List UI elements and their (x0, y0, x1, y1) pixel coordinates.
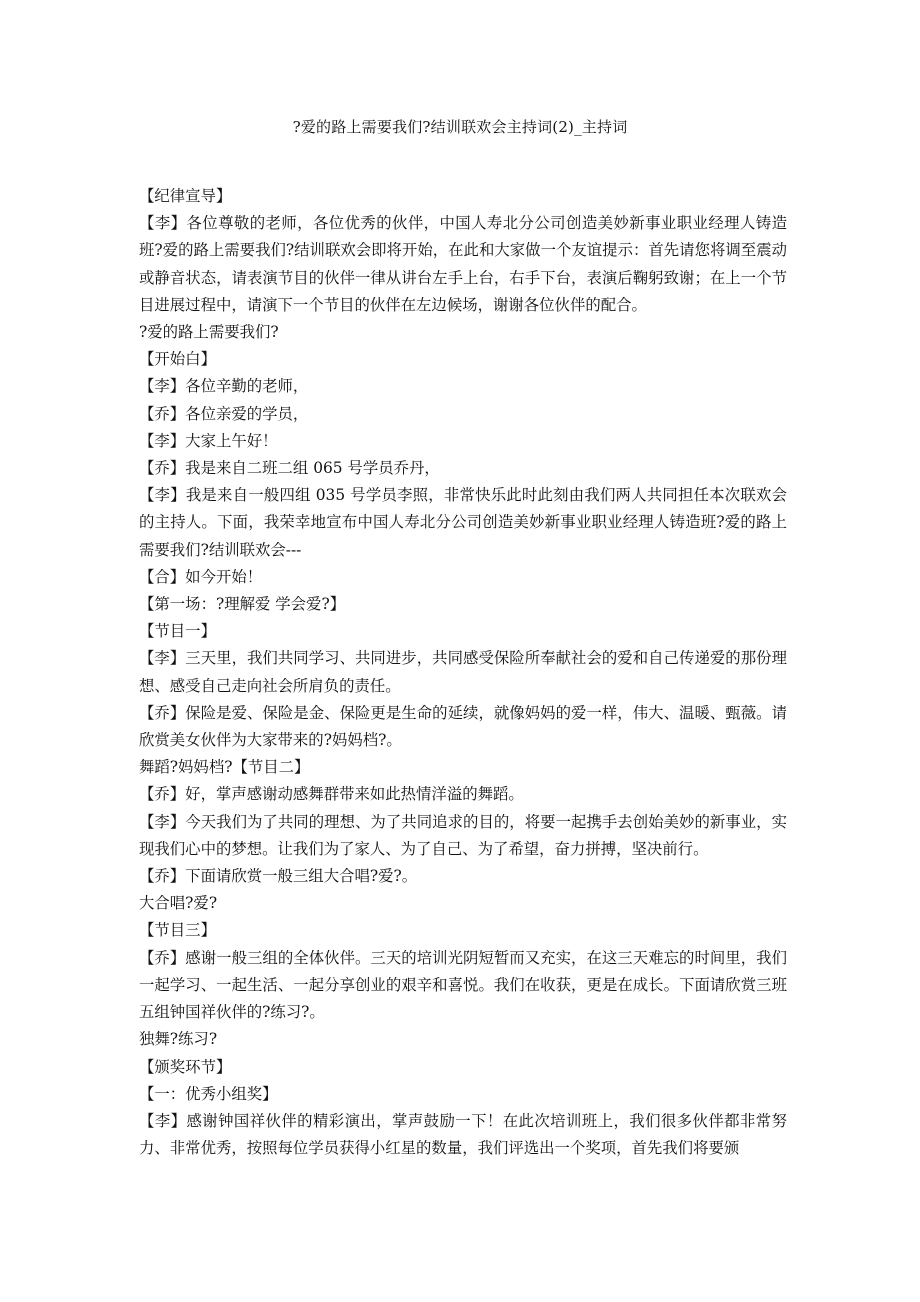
line-li-greeting: 【李】大家上午好！ (139, 431, 278, 450)
paragraph-li-ideals: 【李】今天我们为了共同的理想、为了共同追求的目的，将要一起携手去创始美妙的新事业，实现我们心中的梦想。让我们为了家人、为了自己、为了希望，奋力拼搏，坚决前行。 (139, 812, 787, 858)
paragraph-li-intro: 【李】我是来自一般四组 035 号学员李照，非常快乐此时此刻由我们两人共同担任本次联欢会的主持人。下面，我荣幸地宣布中国人寿北分公司创造美妙新事业职业经理人铸造班?爱的路上需要我们?结训联欢会--- (139, 486, 787, 559)
paragraph-li-three-days: 【李】三天里，我们共同学习、共同进步，共同感受保险所奉献社会的爱和自己传递爱的那份理想、感受自己走向社会所肩负的责任。 (139, 649, 787, 695)
paragraph-theme: ?爱的路上需要我们? (139, 323, 279, 342)
heading-discipline: 【纪律宣导】 (139, 187, 232, 205)
line-solo-dance: 独舞?练习? (139, 1030, 218, 1049)
line-dance-program-two: 舞蹈?妈妈档?【节目二】 (139, 758, 310, 777)
line-qiao-students: 【乔】各位亲爱的学员， (139, 404, 309, 423)
paragraph-li-opening-notice: 【李】各位尊敬的老师，各位优秀的伙伴，中国人寿北分公司创造美妙新事业职业经理人铸造班?爱的路上需要我们?结训联欢会即将开始，在此和大家做一个友谊提示：首先请您将调至震动或静音状态，请表演节目的伙伴一律从讲台左手上台，右手下台，表演后鞠躬致谢；在上一个节目进展过程中，请演下一个节目的伙伴在左边候场，谢谢各位伙伴的配合。 (139, 214, 787, 314)
heading-program-three: 【节目三】 (139, 921, 216, 940)
line-chorus-love: 大合唱?爱? (139, 894, 218, 913)
document-body (139, 183, 787, 1162)
paragraph-li-award-intro: 【李】感谢钟国祥伙伴的精彩演出，掌声鼓励一下！在此次培训班上，我们很多伙伴都非常努力、非常优秀，按照每位学员获得小红星的数量，我们评选出一个奖项，首先我们将要颁 (139, 1111, 787, 1158)
line-qiao-thanks-dance: 【乔】好，掌声感谢动感舞群带来如此热情洋溢的舞蹈。 (139, 785, 524, 804)
heading-awards: 【颁奖环节】 (139, 1057, 232, 1076)
heading-scene-one: 【第一场：?理解爱 学会爱?】 (139, 595, 346, 614)
document-title: ?爱的路上需要我们?结训联欢会主持词(2)_主持词 (292, 118, 628, 136)
heading-best-group-award: 【一：优秀小组奖】 (139, 1084, 278, 1103)
paragraph-qiao-insurance: 【乔】保险是爱、保险是金、保险更是生命的延续，就像妈妈的爱一样，伟大、温暖、甄薇。请欣赏美女伙伴为大家带来的?妈妈档?。 (139, 703, 787, 750)
heading-opening: 【开始白】 (139, 350, 216, 369)
line-together-start: 【合】如今开始！ (139, 567, 263, 586)
line-li-teachers: 【李】各位辛勤的老师， (139, 377, 309, 396)
paragraph-qiao-thanks-group: 【乔】感谢一般三组的全体伙伴。三天的培训光阴短暂而又充实，在这三天难忘的时间里，我们一起学习、一起生活、一起分享创业的艰辛和喜悦。我们在收获，更是在成长。下面请欣赏三班五组钟国祥伙伴的?练习?。 (139, 948, 787, 1022)
heading-program-one: 【节目一】 (139, 622, 216, 641)
line-qiao-chorus: 【乔】下面请欣赏一般三组大合唱?爱?。 (139, 867, 418, 886)
line-qiao-intro: 【乔】我是来自二班二组 065 号学员乔丹， (139, 459, 440, 478)
